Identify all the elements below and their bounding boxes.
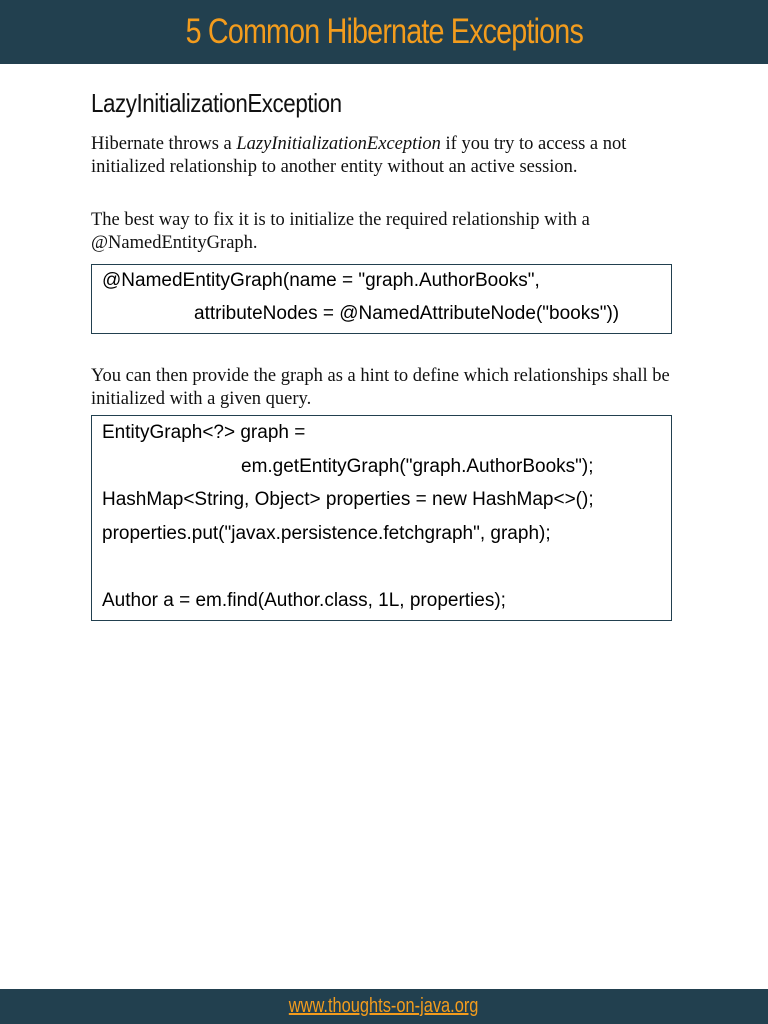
paragraph-intro-start: Hibernate throws a — [91, 134, 237, 154]
code-block-entity-graph-query — [91, 415, 672, 621]
header-title: 5 Common Hibernate Exceptions — [185, 12, 583, 51]
code-line: EntityGraph<?> graph = — [102, 422, 306, 443]
code-line: attributeNodes = @NamedAttributeNode("books")) — [194, 303, 620, 324]
website-link[interactable]: www.thoughts-on-java.org — [289, 995, 479, 1017]
code-line: @NamedEntityGraph(name = "graph.AuthorBooks", — [102, 270, 540, 291]
code-line: em.getEntityGraph("graph.AuthorBooks"); — [241, 456, 594, 477]
page-header — [0, 0, 768, 64]
code-block-named-entity-graph — [91, 264, 672, 334]
code-line: Author a = em.find(Author.class, 1L, properties); — [102, 590, 506, 611]
section-heading: LazyInitializationException — [91, 88, 342, 118]
paragraph-intro — [91, 133, 681, 178]
paragraph-fix: The best way to fix it is to initialize the required relationship with a @NamedEntityGraph. — [91, 210, 590, 253]
code-line: HashMap<String, Object> properties = new HashMap<>(); — [102, 489, 594, 510]
paragraph-hint: You can then provide the graph as a hint to define which relationships shall be initialized with a given query. — [91, 366, 670, 409]
paragraph-intro-end: if you try to access a not initialized relationship to another entity without an active session. — [91, 134, 627, 177]
exception-name: LazyInitializationException — [236, 134, 441, 154]
code-line: properties.put("javax.persistence.fetchgraph", graph); — [102, 523, 551, 544]
page-footer — [0, 989, 768, 1024]
